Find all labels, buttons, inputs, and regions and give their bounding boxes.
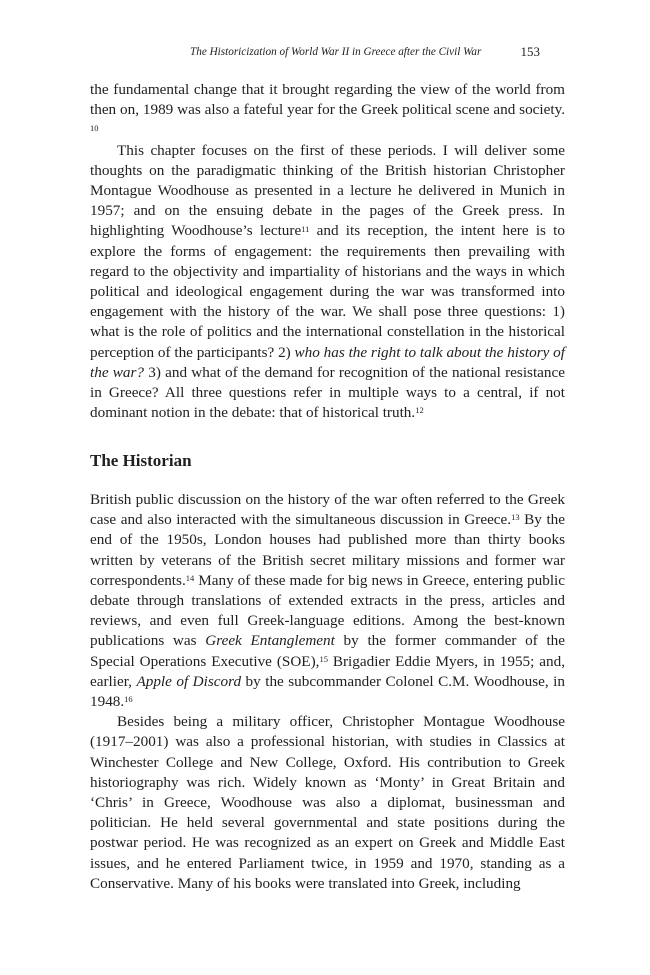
footnote-marker-16: 16 [124, 694, 133, 705]
paragraph-continued [90, 80, 565, 141]
paragraph-chapter-focus [90, 141, 565, 424]
body-text-lower [90, 490, 565, 894]
paragraph-text: and its reception, the intent here is to explore the forms of engagement: the requirements then prevailing with regard to the objectivity and impartiality of historians and the ways in which political and ideological engagement during the war was transformed into engagement with the history of the war. We shall pose three questions: 1) what is the role of politics and the international constellation in the historical perception of the participants? 2) [90, 222, 565, 361]
footnote-marker-11: 11 [301, 223, 310, 234]
page-number: 153 [520, 44, 540, 59]
running-title: The Historicization of World War II in Greece after the Civil War [190, 46, 482, 58]
paragraph-text: Brigadier Eddie Myers, in 1955; and, earlier, [90, 652, 565, 690]
paragraph-text: By the end of the 1950s, London houses had published more than thirty books written by veterans of the British secret military missions and former war correspondents. [90, 511, 566, 589]
footnote-marker-10: 10 [90, 122, 99, 133]
paragraph-text: Many of these made for big news in Greece, entering public debate through translations of extended extracts in the press, articles and reviews, and even full Greek-language editions. Among the best-known publications was [90, 571, 565, 650]
book-title-apple-of-discord: Apple of Discord [136, 672, 242, 690]
paragraph-text: This chapter focuses on the first of these periods. I will deliver some thoughts on the paradigmatic thinking of the British historian Christopher Montague Woodhouse as presented in a lecture he delivered in Munich in 1957; and on the ensuing debate in the pages of the Greek press. In highlighting Woodhouse’s lecture [90, 141, 565, 240]
paragraph-text: by the former commander of the Special Operations Executive (SOE), [90, 632, 565, 670]
paragraph-text: the fundamental change that it brought regarding the view of the world from then on, 1989 was also a fateful year for the Greek political scene and society. [90, 81, 565, 119]
body-text-upper [90, 80, 565, 423]
paragraph-text: 3) and what of the demand for recognition of the national resistance in Greece? All three questions refer in multiple ways to a central, if not dominant notion in the debate: that of historical truth. [90, 363, 565, 422]
footnote-marker-13: 13 [511, 512, 520, 523]
paragraph-text: by the subcommander Colonel C.M. Woodhouse, in 1948. [90, 672, 565, 711]
footnote-marker-12: 12 [415, 405, 424, 416]
footnote-marker-15: 15 [319, 653, 328, 664]
paragraph-text: British public discussion on the history of the war often referred to the Greek case and also interacted with the simultaneous discussion in Greece. [90, 491, 565, 529]
footnote-marker-14: 14 [185, 573, 195, 583]
section-heading: The Historian [90, 451, 192, 470]
running-header [90, 42, 540, 62]
paragraph-woodhouse-bio: Besides being a military officer, Christopher Montague Woodhouse (1917–2001) was also a professional historian, with studies in Classics at Winchester College and New College, Oxford. His contribution to Greek historiography was rich. Widely known as ‘Monty’ in Great Britain and ‘Chris’ in Greece, Woodhouse was also a diplomat, businessman and politician. He held several governmental and state positions during the postwar period. He was recognized as an expert on Greek and Middle East issues, and he entered Parliament twice, in 1959 and 1970, standing as a Conservative. Many of his books were translated into Greek, including [90, 713, 565, 892]
book-title-greek-entanglement: Greek Entanglement [205, 632, 335, 650]
italic-question: who has the right to talk about the history of the war? [90, 343, 565, 381]
paragraph-british-discussion [90, 490, 565, 712]
